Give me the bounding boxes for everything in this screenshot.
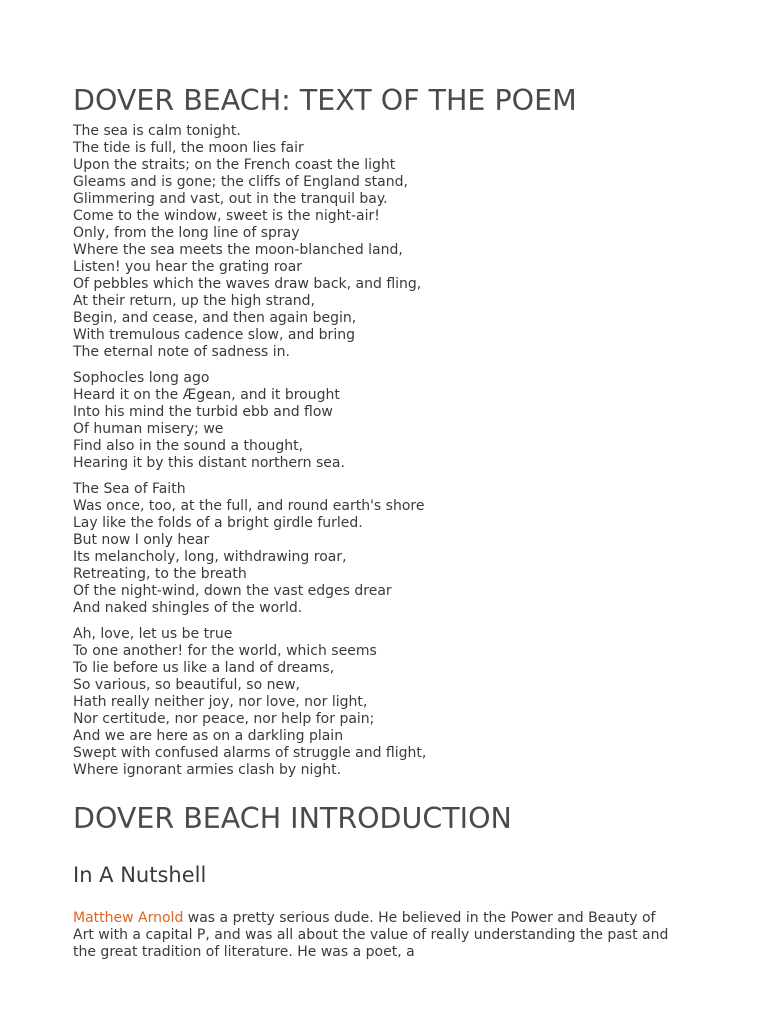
poem-line: Of the night-wind, down the vast edges drear — [73, 583, 392, 599]
poem-line: Glimmering and vast, out in the tranquil bay. — [73, 191, 388, 207]
poem-line: Lay like the folds of a bright girdle furled. — [73, 515, 363, 531]
intro-paragraph — [73, 910, 678, 961]
poem-line: Where the sea meets the moon-blanched land, — [73, 242, 403, 258]
matthew-arnold-link[interactable]: Matthew Arnold — [73, 910, 184, 926]
poem-title: DOVER BEACH: TEXT OF THE POEM — [73, 84, 577, 117]
intro-paragraph-text: was a pretty serious dude. He believed in the Power and Beauty of Art with a capital P, and was all about the value of really understanding the past and the great tradition of literature. He was a poet, a — [73, 910, 669, 960]
poem-line: Was once, too, at the full, and round earth's shore — [73, 498, 425, 514]
nutshell-subheading: In A Nutshell — [73, 863, 207, 887]
poem-line: Of human misery; we — [73, 421, 224, 437]
poem-line: And we are here as on a darkling plain — [73, 728, 344, 744]
stanza — [73, 626, 713, 779]
poem-line: Upon the straits; on the French coast the light — [73, 157, 396, 173]
poem-line: Begin, and cease, and then again begin, — [73, 310, 357, 326]
stanza — [73, 370, 713, 472]
poem-line: Listen! you hear the grating roar — [73, 259, 303, 275]
poem-line: Of pebbles which the waves draw back, and fling, — [73, 276, 422, 292]
poem-line: Hath really neither joy, nor love, nor light, — [73, 694, 368, 710]
poem-line: Find also in the sound a thought, — [73, 438, 304, 454]
poem-line: Retreating, to the breath — [73, 566, 247, 582]
poem-line: Into his mind the turbid ebb and flow — [73, 404, 333, 420]
poem-line: The sea is calm tonight. — [73, 123, 241, 139]
stanza — [73, 481, 713, 617]
poem-text — [73, 123, 713, 779]
introduction-title: DOVER BEACH INTRODUCTION — [73, 802, 512, 835]
poem-line: With tremulous cadence slow, and bring — [73, 327, 355, 343]
poem-line: The Sea of Faith — [73, 481, 186, 497]
poem-line: The tide is full, the moon lies fair — [73, 140, 304, 156]
poem-line: To lie before us like a land of dreams, — [73, 660, 335, 676]
poem-line: Swept with confused alarms of struggle and flight, — [73, 745, 427, 761]
poem-line: But now I only hear — [73, 532, 210, 548]
stanza — [73, 123, 713, 361]
poem-line: Nor certitude, nor peace, nor help for pain; — [73, 711, 375, 727]
poem-line: And naked shingles of the world. — [73, 600, 303, 616]
poem-line: At their return, up the high strand, — [73, 293, 315, 309]
document-page — [73, 0, 713, 975]
poem-line: Hearing it by this distant northern sea. — [73, 455, 345, 471]
poem-line: Only, from the long line of spray — [73, 225, 300, 241]
poem-line: Come to the window, sweet is the night-air! — [73, 208, 380, 224]
poem-line: Ah, love, let us be true — [73, 626, 233, 642]
poem-line: Where ignorant armies clash by night. — [73, 762, 342, 778]
poem-line: Gleams and is gone; the cliffs of England stand, — [73, 174, 408, 190]
poem-line: The eternal note of sadness in. — [73, 344, 290, 360]
poem-line: Its melancholy, long, withdrawing roar, — [73, 549, 347, 565]
poem-line: To one another! for the world, which seems — [73, 643, 377, 659]
poem-line: Sophocles long ago — [73, 370, 210, 386]
poem-line: So various, so beautiful, so new, — [73, 677, 300, 693]
poem-line: Heard it on the Ægean, and it brought — [73, 387, 340, 403]
